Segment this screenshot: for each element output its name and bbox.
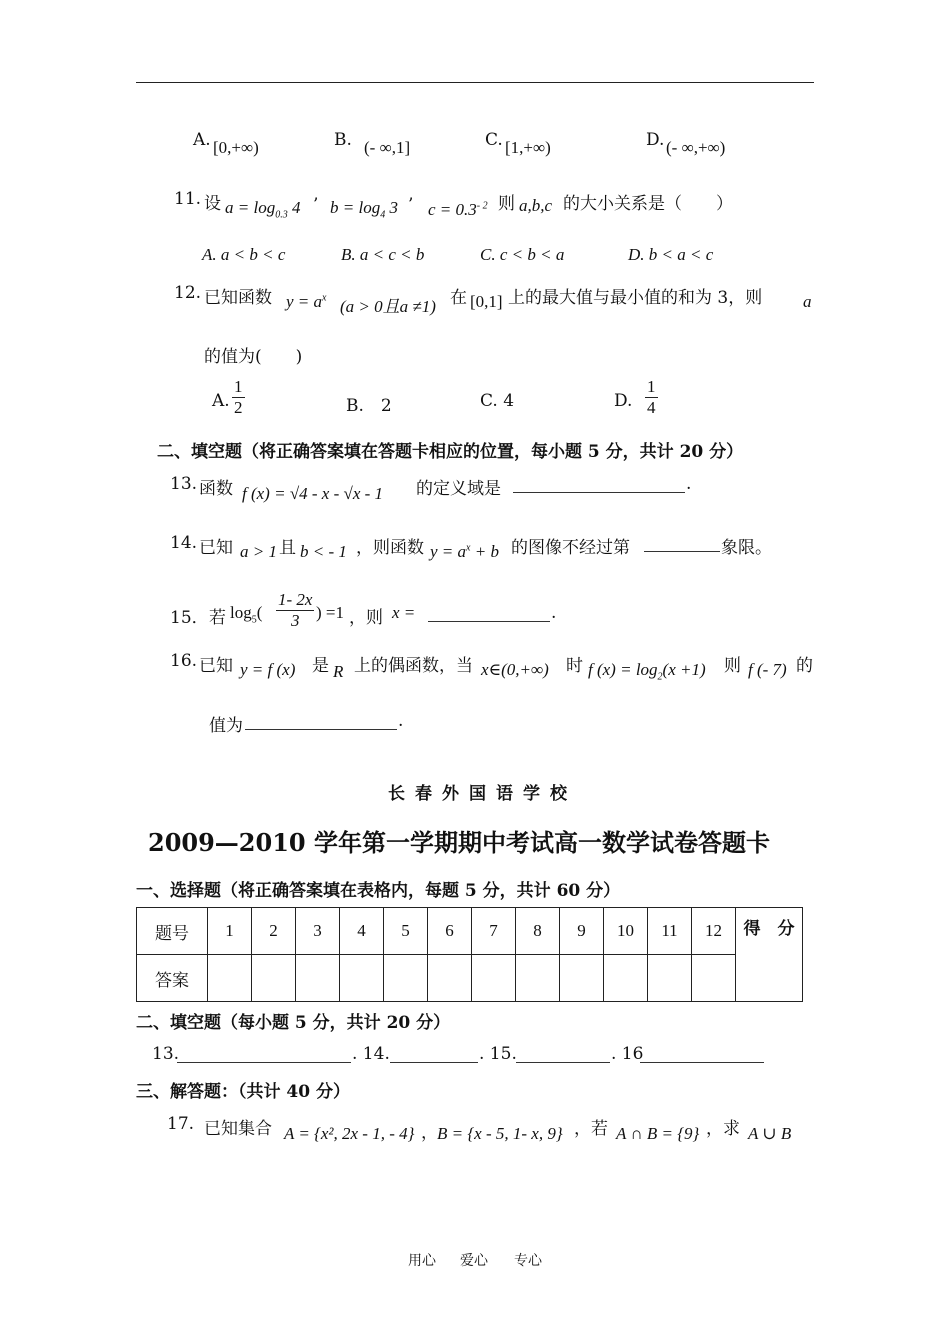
table-number-cell: 2 [252, 908, 296, 955]
table-number-cell: 8 [516, 908, 560, 955]
q11-expr-b: $b = \log_4 3$ [330, 198, 398, 221]
q12-option-a-label: A. [212, 391, 230, 411]
q11-text-3: 的大小关系是（ ） [563, 194, 733, 214]
q15-end: . [551, 603, 557, 623]
q17-text-3: ，求 [706, 1119, 740, 1139]
q14-expr-2: b < - 1 [300, 542, 347, 561]
q17-sep: ， [421, 1123, 438, 1143]
table-answer-label: 答案 [137, 955, 208, 1002]
q12-text-2: 在 [450, 288, 467, 308]
q11-number: 11. [174, 189, 202, 209]
answer-cell[interactable] [252, 955, 296, 1002]
top-rule [136, 82, 814, 83]
q15-fraction: $\frac{1- 2x}{3}$ [278, 590, 313, 630]
footer-text-2: 爱心 [460, 1253, 488, 1269]
q15-log: $\log_5$( [230, 603, 263, 626]
q13-end: . [686, 474, 692, 494]
q16-text-6: 的 [796, 656, 813, 676]
q16-text-3: 上的偶函数，当 [354, 656, 473, 676]
q11-vars: a,b,c [519, 196, 553, 215]
card-blank-16-label: . 16 [611, 1044, 644, 1064]
q10-option-b-label: B. [334, 130, 352, 150]
answer-cell[interactable] [604, 955, 648, 1002]
q11-expr-c: $c = 0.3^{- 2}$ [428, 200, 488, 219]
answer-cell[interactable] [472, 955, 516, 1002]
q16-number: 16. [170, 651, 198, 671]
q15-answer-blank[interactable] [428, 603, 550, 622]
q10-option-d-text: (- ∞,+∞) [666, 138, 726, 157]
table-number-cell: 9 [560, 908, 604, 955]
table-header-label: 题号 [137, 908, 208, 955]
exam-title: 2009—2010 学年第一学期期中考试高一数学试卷答题卡 [148, 828, 770, 857]
q12-var: a [803, 292, 812, 311]
q11-text-1: 设 [204, 194, 221, 214]
q14-number: 14. [170, 533, 198, 553]
footer-text-1: 用心 [408, 1253, 436, 1269]
q12-line-2: 的值为( ) [204, 347, 303, 367]
q16-expr-1: y = f (x) [240, 660, 296, 679]
table-number-cell: 1 [208, 908, 252, 955]
q16-text-2: 是 [312, 656, 329, 676]
q17-number: 17. [167, 1114, 195, 1134]
q11-option-d: D. b < a < c [628, 245, 714, 264]
q11-option-c: C. c < b < a [480, 245, 565, 264]
card-blank-16[interactable] [640, 1044, 764, 1063]
answer-table [136, 907, 803, 1002]
card-section-3-heading: 三、解答题：（共计 40 分） [136, 1082, 350, 1102]
q14-text-5: 象限。 [721, 538, 772, 558]
q11-option-b: B. a < c < b [341, 245, 425, 264]
q12-option-b: B. 2 [346, 396, 392, 416]
answer-cell[interactable] [648, 955, 692, 1002]
table-number-cell: 5 [384, 908, 428, 955]
table-row-answers [137, 955, 803, 1002]
answer-cell[interactable] [560, 955, 604, 1002]
q11-sep-1: ’ [313, 195, 319, 215]
section-2-heading: 二、填空题（将正确答案填在答题卡相应的位置，每小题 5 分，共计 20 分） [157, 442, 744, 462]
q10-option-a-text: [0,+∞) [213, 138, 259, 157]
q14-text-1: 已知 [199, 538, 233, 558]
footer-text-3: 专心 [514, 1253, 542, 1269]
q10-option-c-label: C. [485, 130, 503, 150]
card-blank-15-label: . 15. [479, 1044, 517, 1064]
q12-function: $y = a^x$ [286, 292, 327, 311]
q13-text-2: 的定义域是 [416, 479, 501, 499]
card-section-2-heading: 二、填空题（每小题 5 分，共计 20 分） [136, 1013, 451, 1033]
q13-expression: f (x) = √4 - x - √x - 1 [242, 484, 384, 503]
q16-line-2: 值为 [209, 716, 243, 736]
q16-end: . [398, 711, 404, 731]
answer-cell[interactable] [384, 955, 428, 1002]
q10-option-a-label: A. [193, 130, 211, 150]
card-blank-13[interactable] [177, 1044, 351, 1063]
card-blank-14[interactable] [390, 1044, 478, 1063]
q11-sep-2: ’ [408, 195, 414, 215]
q12-option-a-fraction: $\frac{1}{2}$ [234, 377, 243, 417]
table-number-cell: 4 [340, 908, 384, 955]
table-number-cell: 12 [692, 908, 736, 955]
answer-cell[interactable] [208, 955, 252, 1002]
answer-cell[interactable] [296, 955, 340, 1002]
q14-expr-3: $y = a^x + b$ [430, 542, 499, 561]
q17-intersection: A ∩ B = {9} [616, 1124, 700, 1143]
score-cell: 得 分 [736, 908, 803, 1002]
q10-option-c-text: [1,+∞) [505, 138, 551, 157]
q10-option-b-text: (- ∞,1] [364, 138, 411, 157]
q15-text-1: 若 [209, 608, 226, 628]
table-number-cell: 3 [296, 908, 340, 955]
table-number-cell: 11 [648, 908, 692, 955]
q14-answer-blank[interactable] [644, 533, 720, 552]
q17-text-2: ，若 [574, 1119, 608, 1139]
q12-interval: [0,1] [470, 292, 503, 311]
q14-text-3: ，则函数 [356, 538, 424, 558]
q16-expr-5: f (- 7) [748, 660, 787, 679]
card-blank-13-label: 13. [152, 1044, 180, 1064]
q17-text-1: 已知集合 [204, 1119, 272, 1139]
answer-cell[interactable] [692, 955, 736, 1002]
q14-text-4: 的图像不经过第 [511, 538, 630, 558]
card-blank-14-label: . 14. [352, 1044, 390, 1064]
q14-expr-1: a > 1 [240, 542, 277, 561]
card-section-1-heading: 一、选择题（将正确答案填在表格内，每题 5 分，共计 60 分） [136, 881, 621, 901]
q12-condition: (a > 0且a ≠1) [340, 297, 436, 316]
q17-union: A ∪ B [748, 1124, 792, 1143]
q17-set-b: B = {x - 5, 1- x, 9} [437, 1124, 563, 1143]
table-number-cell: 7 [472, 908, 516, 955]
table-number-cell: 10 [604, 908, 648, 955]
q16-expr-4: f $(x) = \log_2(x +1)$ [588, 660, 706, 683]
q12-option-d-fraction: $\frac{1}{4}$ [647, 377, 656, 417]
q14-text-2: 且 [279, 538, 296, 558]
q12-text-3: 上的最大值与最小值的和为 3，则 [508, 288, 763, 308]
q11-text-2: 则 [498, 194, 515, 214]
q13-number: 13. [170, 474, 198, 494]
school-name: 长春外国语学校 [388, 784, 577, 804]
q16-expr-2: R [333, 662, 344, 681]
q15-text-2: ，则 [349, 608, 383, 628]
q15-number: 15． [170, 608, 209, 628]
q15-equals: ) =1 [316, 603, 344, 622]
q11-option-a: A. a < b < c [202, 245, 286, 264]
q16-answer-blank[interactable] [245, 711, 397, 730]
q13-answer-blank[interactable] [513, 474, 685, 493]
q16-expr-3: x∈(0,+∞) [481, 660, 549, 679]
card-blank-15[interactable] [516, 1044, 610, 1063]
table-row-numbers [137, 908, 803, 955]
answer-cell[interactable] [516, 955, 560, 1002]
q16-text-4: 时 [566, 656, 583, 676]
q12-option-c: C. 4 [480, 391, 515, 411]
q12-option-d-label: D. [614, 391, 633, 411]
q16-text-1: 已知 [199, 656, 233, 676]
q16-text-5: 则 [724, 656, 741, 676]
answer-cell[interactable] [340, 955, 384, 1002]
q17-set-a: A = {x², 2x - 1, - 4} [284, 1124, 415, 1143]
table-number-cell: 6 [428, 908, 472, 955]
q12-text-1: 已知函数 [204, 288, 272, 308]
q12-number: 12. [174, 283, 202, 303]
q13-text-1: 函数 [199, 479, 233, 499]
answer-cell[interactable] [428, 955, 472, 1002]
q15-x: x = [392, 603, 416, 622]
q10-option-d-label: D. [646, 130, 665, 150]
q11-expr-a: $a = \log_{0.3} 4$ [225, 198, 301, 221]
